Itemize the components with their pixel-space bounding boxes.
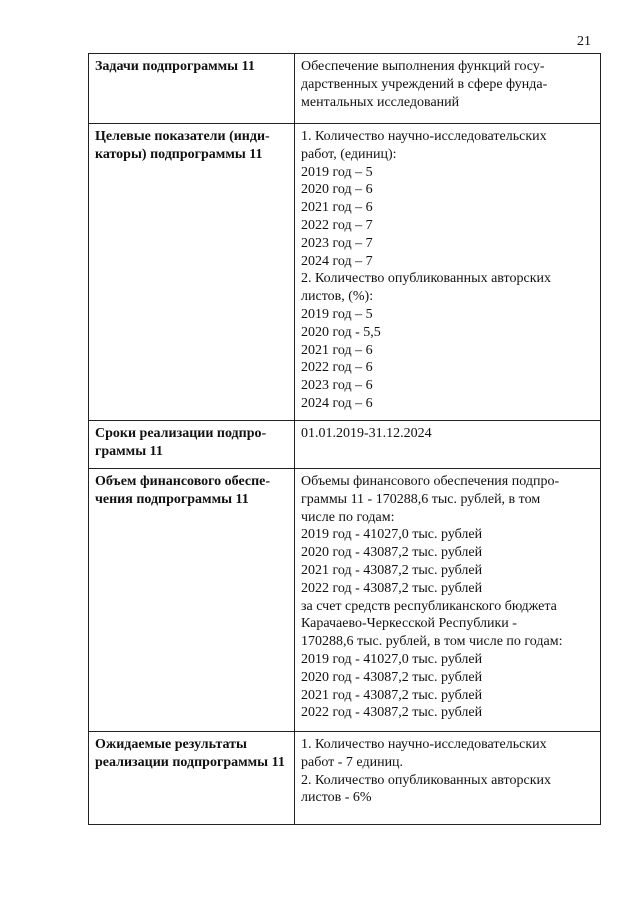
value-line: листов - 6% — [301, 790, 372, 806]
table-row — [89, 469, 601, 732]
value-line: 2020 год - 43087,2 тыс. рублей — [301, 669, 483, 685]
row-value — [295, 54, 601, 124]
value-line: 2. Количество опубликованных авторских — [301, 772, 551, 788]
value-line: граммы 11 - 170288,6 тыс. рублей, в том — [301, 491, 541, 507]
row-label: Задачи подпрограммы 11 — [89, 54, 295, 124]
value-line: 2021 год - 43087,2 тыс. рублей — [301, 562, 483, 578]
row-label: Целевые показатели (инди-каторы) подпрограммы 11 — [89, 124, 295, 421]
value-line: Обеспечение выполнения функций госу- — [301, 59, 545, 74]
table-row — [89, 732, 601, 825]
value-line: 2019 год - 41027,0 тыс. рублей — [301, 651, 483, 667]
value-line: работ, (единиц): — [301, 146, 397, 162]
row-label: Ожидаемые результаты реализации подпрограммы 11 — [89, 732, 295, 825]
value-line: 1. Количество научно-исследовательских — [301, 129, 547, 144]
row-value — [295, 732, 601, 825]
value-line: 170288,6 тыс. рублей, в том числе по годам: — [301, 634, 563, 650]
value-line: работ - 7 единиц. — [301, 754, 404, 770]
value-line: 2021 год - 43087,2 тыс. рублей — [301, 687, 483, 703]
value-line: 2021 год – 6 — [301, 200, 373, 216]
table-row — [89, 421, 601, 469]
value-line: 2024 год – 6 — [301, 395, 373, 411]
value-line: Объемы финансового обеспечения подпро- — [301, 474, 560, 489]
value-line: ментальных исследований — [301, 94, 460, 110]
value-line: 2020 год - 43087,2 тыс. рублей — [301, 545, 483, 561]
value-line: 1. Количество научно-исследовательских — [301, 737, 547, 752]
row-value — [295, 124, 601, 421]
row-value — [295, 469, 601, 732]
value-line: 2021 год – 6 — [301, 342, 373, 358]
table-row — [89, 124, 601, 421]
value-line: 2022 год – 6 — [301, 360, 373, 376]
value-line: Карачаево-Черкесской Республики - — [301, 616, 517, 632]
table-row — [89, 54, 601, 124]
value-line: листов, (%): — [301, 289, 374, 305]
row-value — [295, 421, 601, 469]
value-line: 2019 год – 5 — [301, 306, 373, 322]
value-line: 2023 год – 6 — [301, 378, 373, 394]
value-line: 2019 год - 41027,0 тыс. рублей — [301, 527, 483, 543]
value-line: 2019 год – 5 — [301, 164, 373, 180]
subprogram-passport-table — [88, 53, 601, 825]
value-line: 2. Количество опубликованных авторских — [301, 271, 551, 287]
value-line: за счет средств республиканского бюджета — [301, 598, 557, 614]
value-line: числе по годам: — [301, 509, 395, 525]
value-line: 2022 год – 7 — [301, 217, 373, 233]
value-line: 2024 год – 7 — [301, 253, 373, 269]
row-label: Сроки реализации подпро-граммы 11 — [89, 421, 295, 469]
value-line: 01.01.2019-31.12.2024 — [301, 426, 432, 441]
value-line: 2020 год – 6 — [301, 182, 373, 198]
page-number: 21 — [577, 34, 591, 49]
value-line: 2022 год - 43087,2 тыс. рублей — [301, 580, 483, 596]
value-line: 2020 год - 5,5 — [301, 324, 381, 340]
value-line: 2023 год – 7 — [301, 235, 373, 251]
value-line: дарственных учреждений в сфере фунда- — [301, 76, 548, 92]
value-line: 2022 год - 43087,2 тыс. рублей — [301, 705, 483, 721]
row-label: Объем финансового обеспе-чения подпрограммы 11 — [89, 469, 295, 732]
